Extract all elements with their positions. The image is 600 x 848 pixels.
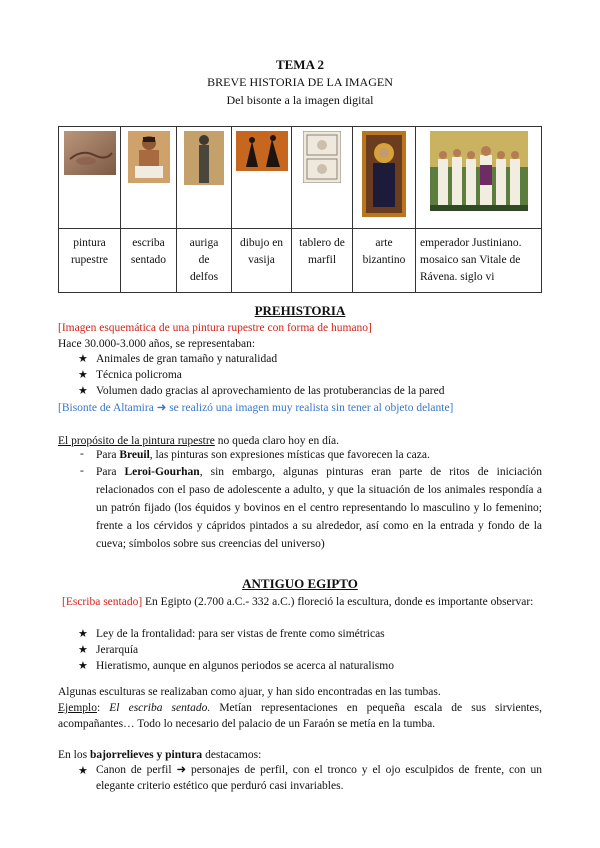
star-bullet-icon: ★: [78, 385, 88, 397]
document-title: TEMA 2: [275, 57, 325, 72]
ejemplo-paragraph: Ejemplo: El escriba sentado. Metían representaciones en pequeña escala de sus sirvientes, acompañantes… Todo lo necesario del palacio de un Faraón se metía en la tumba.: [58, 702, 542, 730]
star-bullet-icon: ★: [78, 660, 88, 672]
ajuar-line: Algunas esculturas se realizaban como ajuar, y han sido encontradas en las tumbas.: [58, 686, 441, 698]
blue-note-altamira: [Bisonte de Altamira ➜ se realizó una imagen muy realista sin tener al objeto delante]: [58, 402, 454, 414]
gallery-caption: arte bizantino: [353, 229, 416, 293]
cave-painting-image: [64, 131, 116, 175]
prehistoria-intro: Hace 30.000-3.000 años, se representaban:: [58, 338, 256, 350]
canon-paragraph: Canon de perfil ➜ personajes de perfil, con el tronco y el ojo esculpidos de frente, con un elegante criterio estético que perduró casi invariables.: [96, 764, 542, 792]
breuil-paragraph: Para Breuil, las pinturas son expresiones místicas que favorecen la caza.: [96, 449, 430, 461]
egipto-bullet: Hieratismo, aunque en algunos periodos se acerca al naturalismo: [96, 660, 394, 672]
gallery-caption: auriga de delfos: [177, 229, 232, 293]
prehistoria-bullet: Volumen dado gracias al aprovechamiento de las protuberancias de la pared: [96, 385, 445, 397]
star-bullet-icon: ★: [78, 765, 88, 777]
dash-bullet: -: [80, 465, 84, 477]
star-bullet-icon: ★: [78, 369, 88, 381]
document-subtitle-2: Del bisonte a la imagen digital: [226, 93, 374, 107]
purpose-underlined: El propósito de la pintura rupestre: [58, 435, 215, 447]
vase-drawing-image: [236, 131, 288, 171]
gallery-caption: tablero de marfil: [292, 229, 353, 293]
gallery-cell-image: [177, 127, 232, 229]
gallery-cell-image: [232, 127, 292, 229]
gallery-caption: pintura rupestre: [59, 229, 121, 293]
egipto-intro: [Escriba sentado] En Egipto (2.700 a.C.- 332 a.C.) floreció la escultura, donde es importante observar:: [62, 596, 534, 608]
red-note-prehistoria: [Imagen esquemática de una pintura rupestre con forma de humano]: [58, 322, 372, 334]
star-bullet-icon: ★: [78, 353, 88, 365]
gallery-cell-image: [59, 127, 121, 229]
charioteer-image: [184, 131, 224, 185]
document-subtitle: BREVE HISTORIA DE LA IMAGEN: [207, 75, 393, 89]
egipto-bullet: Ley de la frontalidad: para ser vistas de frente como simétricas: [96, 628, 385, 640]
section-heading-prehistoria: PREHISTORIA: [254, 303, 346, 318]
egipto-bullet: Jerarquía: [96, 644, 139, 656]
image-gallery-table: [58, 126, 542, 293]
gallery-caption: emperador Justiniano. mosaico san Vitale de Rávena. siglo vi: [416, 229, 542, 293]
prehistoria-bullet: Técnica policroma: [96, 369, 182, 381]
bajorrelieves-line: En los bajorrelieves y pintura destacamos:: [58, 749, 262, 761]
gallery-cell-image: [416, 127, 542, 229]
prehistoria-bullet: Animales de gran tamaño y naturalidad: [96, 353, 278, 365]
section-heading-egipto: ANTIGUO EGIPTO: [242, 576, 358, 591]
star-bullet-icon: ★: [78, 644, 88, 656]
dash-bullet: -: [80, 448, 84, 460]
ivory-panel-image: [303, 131, 341, 183]
gallery-cell-image: [292, 127, 353, 229]
gallery-caption: dibujo en vasija: [232, 229, 292, 293]
gallery-caption: escriba sentado: [121, 229, 177, 293]
gallery-cell-image: [353, 127, 416, 229]
star-bullet-icon: ★: [78, 628, 88, 640]
gallery-cell-image: [121, 127, 177, 229]
seated-scribe-image: [128, 131, 170, 183]
byzantine-icon-image: [362, 131, 406, 217]
justinian-mosaic-image: [430, 131, 528, 211]
purpose-rest: no queda claro hoy en día.: [214, 435, 340, 447]
leroi-paragraph: Para Leroi-Gourhan, sin embargo, algunas pinturas eran parte de ritos de iniciación relacionados con el paso de adolescente a adulto, y que la situación de los animales respondía a un patrón fijado (los équidos y bovinos en el centro representando lo masculino y lo femenino; frente a los cérvidos y cápridos pintados a su alrededor, así como en la entrada y fondo de la cueva; símbolos sobre sus creencias del universo): [96, 466, 542, 550]
